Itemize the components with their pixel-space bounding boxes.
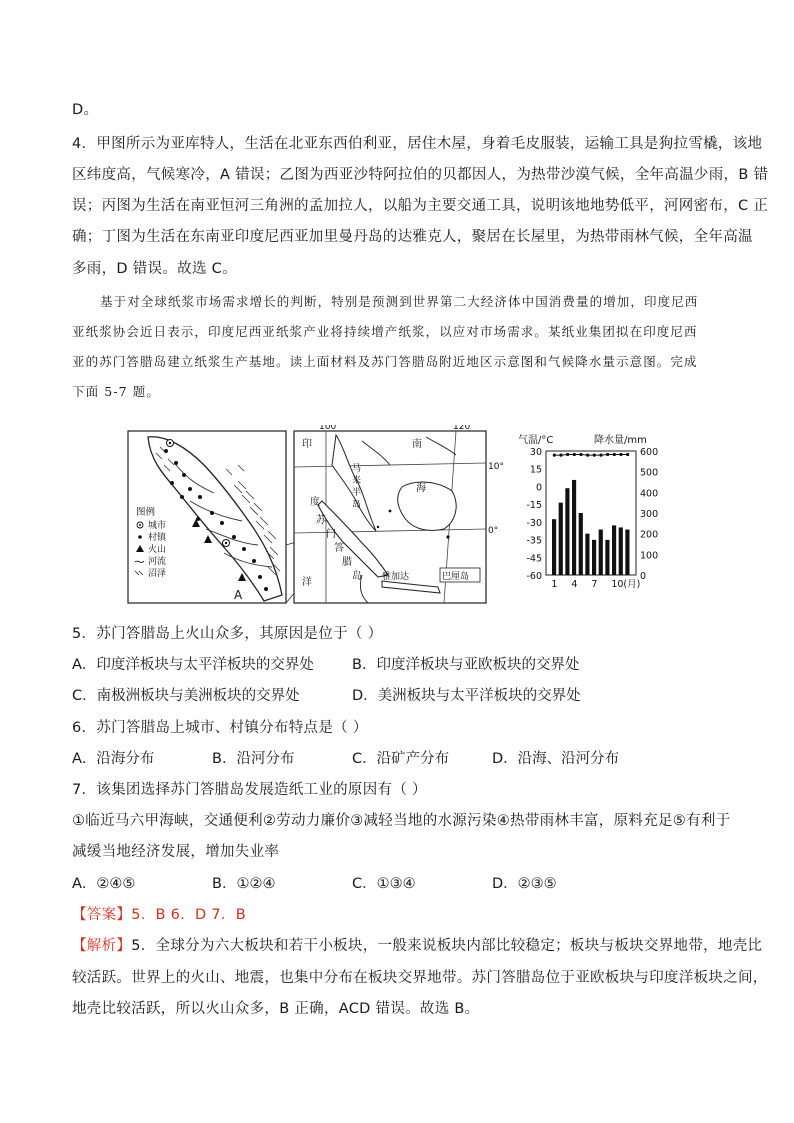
q6-option-d[interactable]: D．沿海、沿河分布 — [492, 751, 620, 767]
temp-tick-label: -35 — [526, 535, 542, 547]
analysis-text-1: 5．全球分为六大板块和若干小板块，一般来说板块内部比较稳定；板块与板块交界地带，地壳比 — [131, 938, 763, 954]
q7-option-d[interactable]: D．②③⑤ — [492, 876, 557, 892]
legend-title: 图例 — [136, 507, 156, 518]
label-nan: 南 — [412, 439, 422, 450]
label-dao: 岛 — [352, 571, 362, 582]
temp-tick-label: 30 — [529, 447, 542, 458]
map-a-corner-label: A — [234, 588, 243, 602]
precip-tick-label: 500 — [640, 467, 659, 479]
precip-bar — [559, 503, 563, 575]
precip-bar — [612, 525, 616, 575]
map-a-sumatra — [128, 431, 286, 603]
month-label: 4 — [571, 579, 578, 590]
label-ma: 马 — [352, 464, 362, 474]
precip-bar — [599, 530, 603, 575]
answer-tag: 【答案】 — [72, 907, 132, 923]
precip-bar — [592, 540, 596, 575]
temp-point — [606, 453, 609, 456]
precip-tick-label: 100 — [640, 550, 659, 562]
precip-tick-label: 300 — [640, 509, 659, 520]
month-label: 7 — [591, 579, 598, 590]
temp-tick-label: 0 — [535, 482, 542, 494]
q6-option-a[interactable]: A．沿海分布 — [72, 751, 155, 767]
temp-point — [573, 453, 576, 456]
label-men: 门 — [326, 529, 336, 540]
label-da: 答 — [334, 543, 344, 554]
legend-town: 村镇 — [148, 533, 167, 543]
q5-option-b[interactable]: B．印度洋板块与亚欧板块的交界处 — [352, 657, 580, 673]
label-jakarta: 雅加达 — [382, 572, 410, 582]
temp-point — [613, 453, 616, 456]
label-dao2: 岛 — [352, 500, 362, 510]
analysis-line-3: 地壳比较活跃，所以火山众多，B 正确，ACD 错误。故选 B。 — [72, 1001, 480, 1017]
temp-point — [593, 454, 596, 457]
temp-point — [566, 453, 569, 456]
temp-tick-label: -45 — [526, 553, 542, 565]
precip-bar — [579, 513, 583, 575]
label-yin: 印 — [302, 439, 312, 450]
q5-option-c[interactable]: C．南极洲板块与美洲板块的交界处 — [72, 688, 300, 704]
month-labels — [551, 579, 640, 590]
material-line-1: 基于对全球纸浆市场需求增长的判断，特别是预测到世界第二大经济体中国消费量的增加，印度尼西 — [100, 294, 699, 309]
answer-line — [72, 903, 246, 924]
lat-label-0: 0° — [488, 526, 499, 536]
q7-option-a[interactable]: A．②④⑤ — [72, 876, 136, 892]
analysis-line-2: 较活跃。世界上的火山、地震，也集中分布在板块交界地带。苏门答腊岛位于亚欧板块与印度洋板块之间， — [72, 970, 768, 986]
q7-option-b[interactable]: B．①②④ — [212, 876, 276, 892]
precip-tick-label: 600 — [640, 447, 659, 458]
temp-point — [626, 453, 629, 456]
answer-text: 5．B 6．D 7．B — [131, 907, 246, 923]
precip-tick-label: 200 — [640, 529, 659, 541]
q7-stem-detail-2: 减缓当地经济发展，增加失业率 — [72, 844, 280, 860]
q7-stem-detail-1: ①临近马六甲海峡，交通便利②劳动力廉价③减轻当地的水源污染④热带雨林丰富，原料充足⑤有利于 — [72, 813, 731, 829]
explanation-line-3: 误；丙图为生活在南亚恒河三角洲的孟加拉人，以船为主要交通工具，说明该地地势低平，河网密布，C 正 — [72, 198, 769, 214]
label-su: 苏 — [316, 515, 326, 526]
temp-point — [579, 453, 582, 456]
lat-label-10: 10° — [488, 462, 504, 472]
q5-option-d[interactable]: D．美洲板块与太平洋板块的交界处 — [352, 688, 581, 704]
temp-tick-label: -60 — [526, 571, 542, 582]
precip-bar — [585, 534, 589, 575]
precip-bar — [625, 530, 629, 575]
temp-tick-labels — [526, 447, 542, 582]
explanation-line-5: 多雨，D 错误。故选 C。 — [72, 261, 237, 277]
label-ban: 半 — [352, 488, 362, 498]
analysis-line-1 — [72, 934, 762, 955]
q6-option-c[interactable]: C．沿矿产分布 — [352, 751, 450, 767]
temp-point — [619, 453, 622, 456]
explanation-line-2: 区纬度高，气候寒冷，A 错误；乙图为西亚沙特阿拉伯的贝都因人，为热带沙漠气候，全年高温少雨，B 错 — [72, 167, 769, 183]
temp-point — [586, 454, 589, 457]
month-label: 1 — [551, 579, 558, 590]
temp-point — [553, 454, 556, 457]
material-line-4: 下面 5-7 题。 — [72, 384, 160, 399]
label-du: 度 — [310, 497, 320, 508]
lon-label-120: 120° — [453, 425, 475, 432]
temp-axis-title: 气温/°C — [518, 435, 554, 446]
legend-swamp: 沼泽 — [148, 569, 167, 579]
precip-tick-label: 0 — [640, 571, 647, 582]
label-hai: 海 — [416, 483, 426, 494]
figure-group — [126, 425, 686, 611]
explanation-line-1: 4．甲图所示为亚库特人，生活在北亚东西伯利亚，居住木屋，身着毛皮服装，运输工具是狗拉雪橇，该地 — [72, 136, 763, 152]
legend-volcano: 火山 — [148, 545, 167, 555]
material-line-3: 亚的苏门答腊岛建立纸浆生产基地。读上面材料及苏门答腊岛附近地区示意图和气候降水量示意图。完成 — [72, 354, 698, 369]
precip-axis-title: 降水量/mm — [594, 435, 647, 446]
precip-tick-labels — [640, 447, 658, 582]
month-label: 10(月) — [611, 579, 641, 590]
q7-stem: 7．该集团选择苏门答腊岛发展造纸工业的原因有（ ） — [72, 782, 427, 798]
temp-tick-label: -30 — [526, 517, 542, 529]
q7-option-c[interactable]: C．①③④ — [352, 876, 416, 892]
legend-city: 城市 — [148, 521, 167, 531]
map-b-region — [294, 425, 504, 603]
label-la: 腊 — [342, 557, 352, 568]
label-lai: 来 — [352, 476, 362, 486]
temp-tick-label: 15 — [529, 464, 542, 476]
precip-bar — [572, 480, 576, 575]
temp-tick-label: -15 — [526, 500, 542, 512]
temp-point — [599, 454, 602, 457]
label-bali: 巴厘岛 — [442, 572, 470, 582]
q6-option-b[interactable]: B．沿河分布 — [212, 751, 295, 767]
q6-stem: 6．苏门答腊岛上城市、村镇分布特点是（ ） — [72, 720, 368, 736]
material-line-2: 亚纸浆协会近日表示，印度尼西亚纸浆产业将持续增产纸浆，以应对市场需求。某纸业集团拟在印度尼西 — [72, 324, 698, 339]
q5-stem: 5．苏门答腊岛上火山众多，其原因是位于（ ） — [72, 626, 383, 642]
legend-river: 河流 — [148, 557, 167, 567]
answer-end-line: D。 — [72, 102, 99, 118]
temp-point — [559, 454, 562, 457]
label-yang: 洋 — [302, 577, 312, 588]
q5-option-a[interactable]: A．印度洋板块与太平洋板块的交界处 — [72, 657, 314, 673]
precip-bar — [605, 540, 609, 575]
climate-chart — [518, 433, 658, 590]
precip-bar — [619, 527, 623, 575]
precip-bar — [565, 488, 569, 575]
analysis-tag: 【解析】 — [72, 938, 132, 954]
explanation-line-4: 确；丁图为生活在东南亚印度尼西亚加里曼丹岛的达雅克人，聚居在长屋里，为热带雨林气候，全年高温 — [72, 229, 753, 245]
lon-label-100: 100° — [319, 425, 341, 432]
precip-tick-label: 400 — [640, 488, 659, 500]
precip-bar — [552, 519, 556, 575]
